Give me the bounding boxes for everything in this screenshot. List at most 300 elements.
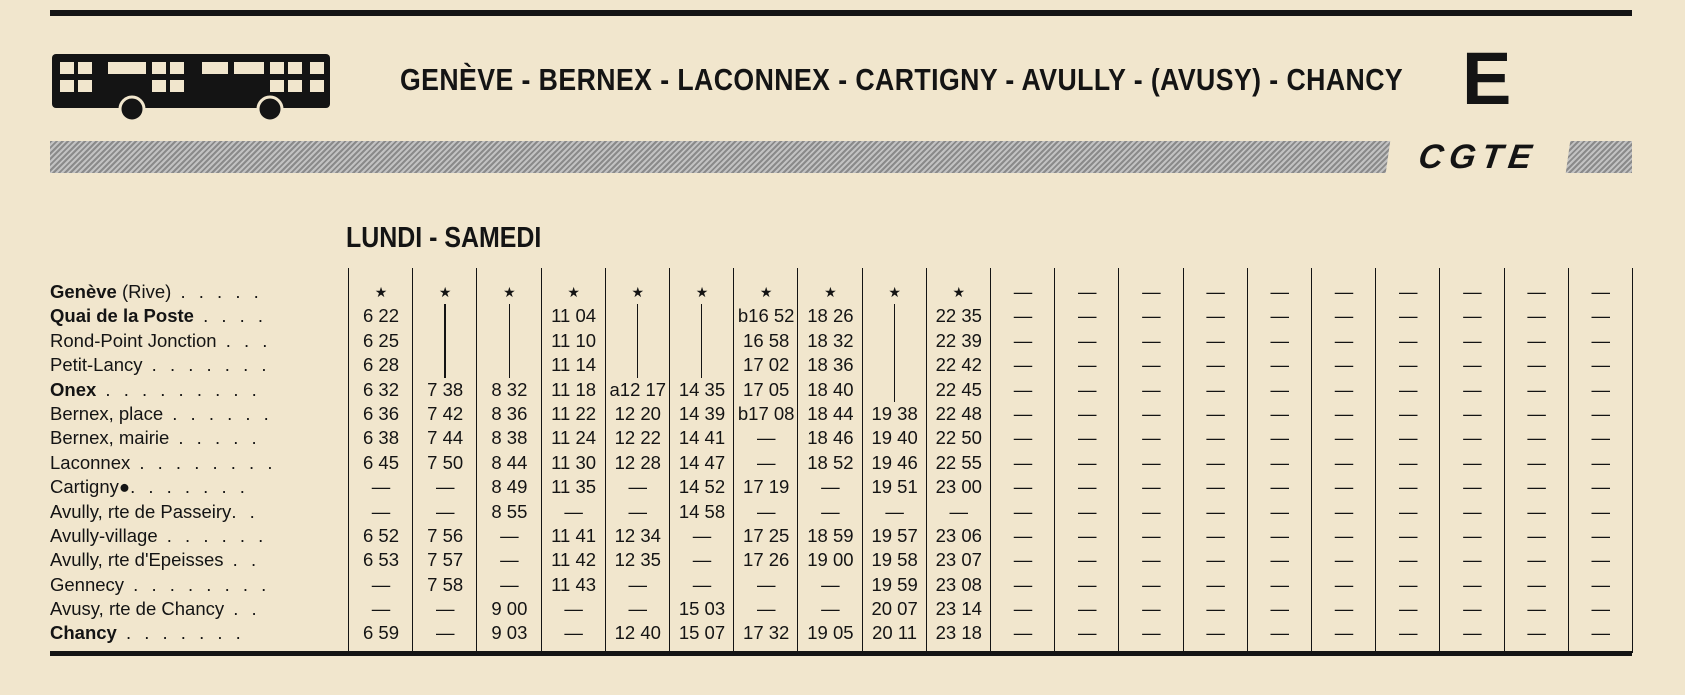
time-cell: —	[1527, 622, 1546, 644]
time-cell: —	[1334, 378, 1354, 400]
time-cell: —	[1398, 598, 1418, 620]
time-cell: —	[1206, 573, 1225, 595]
trip-column	[1375, 268, 1440, 653]
time-cell: —	[821, 598, 840, 620]
stop-row	[50, 402, 350, 426]
time-cell: 14 47	[678, 451, 726, 473]
time-cell: —	[1013, 549, 1033, 571]
time-cell: —	[435, 476, 455, 498]
time-cell: —	[1527, 573, 1546, 595]
time-cell: 12 34	[614, 524, 661, 546]
time-cell: —	[1334, 476, 1354, 498]
time-cell: 19 05	[807, 622, 854, 644]
trip-column	[1439, 268, 1504, 653]
time-cell: —	[1334, 354, 1354, 376]
time-cell: —	[1334, 427, 1354, 449]
time-cell: —	[1270, 622, 1290, 644]
trip-column	[990, 268, 1055, 653]
time-cell: —	[692, 549, 712, 571]
time-cell: —	[500, 573, 519, 595]
leader-dots: . . . . . . .	[142, 354, 271, 376]
time-cell: 23 00	[935, 476, 982, 498]
time-cell: 11 35	[551, 476, 597, 498]
time-cell: 7 56	[427, 524, 464, 546]
stop-row	[50, 280, 350, 304]
leader-dots: . . . . .	[171, 281, 263, 302]
time-cell: —	[1334, 500, 1354, 522]
time-cell: —	[435, 622, 455, 644]
time-cell: 18 59	[807, 524, 854, 546]
stop-name: Quai de la Poste	[50, 305, 194, 327]
time-cell: ★	[631, 284, 645, 300]
time-cell: —	[1398, 354, 1418, 376]
time-cell: —	[1270, 427, 1290, 449]
stop-name: Avully, rte de Passeiry	[50, 500, 232, 522]
time-cell: 7 38	[427, 378, 464, 400]
time-cell: —	[564, 622, 583, 644]
time-cell: —	[1398, 402, 1418, 424]
stop-row	[50, 475, 350, 499]
time-cell: 19 58	[871, 549, 918, 571]
time-cell: —	[371, 598, 391, 620]
stop-name: Avusy, rte de Chancy	[50, 598, 225, 620]
time-cell: 7 44	[427, 427, 464, 449]
time-cell: —	[821, 573, 840, 595]
time-cell: 17 05	[743, 378, 790, 400]
time-cell: —	[1398, 378, 1418, 400]
time-cell: 17 32	[743, 622, 790, 644]
time-cell: —	[1463, 573, 1482, 595]
time-cell: 17 02	[743, 354, 790, 376]
trip-column	[1183, 268, 1248, 653]
time-cell: —	[1077, 451, 1097, 473]
time-cell: —	[1463, 305, 1482, 327]
time-cell: —	[1013, 402, 1033, 424]
time-cell: —	[1398, 427, 1418, 449]
time-cell: 18 26	[807, 305, 854, 327]
time-cell: ★	[759, 284, 773, 300]
time-cell: —	[1334, 573, 1354, 595]
time-cell: —	[1463, 622, 1482, 644]
time-cell: —	[1142, 549, 1161, 571]
time-cell: 6 32	[362, 378, 399, 400]
time-cell: —	[1142, 476, 1161, 498]
leader-dots: . . . . . . . .	[124, 573, 271, 595]
time-cell: —	[1591, 500, 1611, 522]
time-cell: —	[1077, 598, 1097, 620]
time-cell: —	[1398, 451, 1418, 473]
time-cell: 19 40	[871, 427, 918, 449]
time-cell: 11 42	[551, 549, 597, 571]
leader-dots: . . . .	[193, 305, 268, 327]
time-cell: —	[1591, 354, 1611, 376]
time-cell: 20 07	[871, 598, 918, 620]
bus-icon	[52, 46, 332, 122]
time-cell: 22 39	[935, 329, 982, 351]
time-cell: —	[1527, 427, 1546, 449]
time-cell: 18 36	[807, 354, 854, 376]
time-cell: —	[435, 500, 455, 522]
time-cell: —	[1527, 354, 1546, 376]
time-cell: —	[1142, 402, 1161, 424]
time-cell: —	[885, 500, 904, 522]
route-title: GENÈVE - BERNEX - LACONNEX - CARTIGNY - AVULLY - (AVUSY) - CHANCY	[400, 62, 1404, 97]
time-cell: —	[1013, 622, 1033, 644]
time-cell: —	[1142, 500, 1161, 522]
time-cell: 23 14	[935, 598, 982, 620]
stop-suffix: (Rive)	[116, 281, 172, 302]
time-cell: —	[1077, 476, 1097, 498]
time-cell: 22 50	[935, 427, 982, 449]
time-cell: —	[1270, 451, 1290, 473]
line-letter: E	[1462, 37, 1512, 120]
stop-name: Genève	[50, 281, 117, 302]
time-cell: 19 46	[871, 451, 918, 473]
time-cell: —	[1527, 329, 1546, 351]
time-cell: —	[1077, 427, 1097, 449]
time-cell: 6 45	[362, 451, 399, 473]
time-cell: —	[1206, 451, 1225, 473]
leader-dots: . . . . . . . .	[130, 451, 277, 473]
time-cell: 8 44	[491, 451, 528, 473]
time-cell: —	[1077, 573, 1097, 595]
time-cell: ★	[567, 284, 580, 300]
time-cell: 23 18	[935, 622, 982, 644]
time-cell: —	[1398, 329, 1418, 351]
time-cell: —	[1206, 354, 1225, 376]
time-cell: 14 35	[678, 378, 726, 400]
leader-dots: . . . . . . .	[130, 476, 249, 498]
time-cell: —	[1077, 500, 1097, 522]
time-cell: —	[1591, 451, 1611, 473]
time-cell: 19 38	[871, 402, 918, 424]
time-cell: —	[756, 451, 776, 473]
trip-column	[1054, 268, 1119, 653]
time-cell: —	[1206, 427, 1225, 449]
time-cell: 18 52	[807, 451, 854, 473]
time-cell: 11 22	[551, 402, 597, 424]
time-cell: 19 57	[871, 524, 918, 546]
stop-name: Avully-village	[50, 524, 158, 546]
time-cell: —	[500, 549, 519, 571]
time-cell: —	[1077, 354, 1097, 376]
time-cell: ★	[374, 284, 388, 300]
time-cell: 18 46	[807, 427, 854, 449]
pass-through-bar	[894, 304, 895, 402]
time-cell: —	[1270, 305, 1290, 327]
time-cell: —	[371, 500, 391, 522]
trip-column	[733, 268, 798, 653]
trip-column	[541, 268, 606, 653]
time-cell: ★	[438, 284, 452, 300]
time-cell: —	[1463, 451, 1482, 473]
time-cell: —	[435, 598, 455, 620]
time-cell: 20 11	[872, 622, 918, 644]
time-cell: —	[1591, 281, 1611, 302]
time-cell: —	[1334, 281, 1354, 302]
trip-column	[1118, 268, 1183, 653]
time-cell: 22 48	[935, 402, 982, 424]
leader-dots: . . . . . .	[163, 402, 273, 424]
time-cell: —	[1463, 476, 1482, 498]
time-cell: 23 07	[935, 549, 982, 571]
stop-name: Gennecy	[50, 573, 125, 595]
time-cell: —	[1013, 500, 1033, 522]
time-cell: b17 08	[737, 402, 795, 424]
stop-name: Avully, rte d'Epeisses	[50, 549, 224, 571]
trip-column	[1504, 268, 1569, 653]
time-cell: —	[1398, 524, 1418, 546]
trip-column	[797, 268, 862, 653]
time-cell: —	[1591, 378, 1611, 400]
stop-row	[50, 524, 350, 548]
time-cell: —	[1142, 329, 1161, 351]
time-cell: 11 10	[551, 329, 597, 351]
stop-row	[50, 329, 350, 353]
time-cell: 7 58	[427, 573, 464, 595]
time-cell: 17 19	[743, 476, 790, 498]
time-cell: 8 38	[491, 427, 528, 449]
time-cell: —	[1334, 598, 1354, 620]
time-cell: —	[564, 500, 583, 522]
time-cell: —	[692, 524, 712, 546]
time-cell: 14 39	[678, 402, 726, 424]
trip-column	[1247, 268, 1312, 653]
time-cell: —	[1206, 378, 1225, 400]
trip-column	[1568, 268, 1633, 653]
time-cell: 11 41	[551, 524, 597, 546]
time-cell: 19 00	[807, 549, 854, 571]
time-cell: —	[628, 500, 648, 522]
time-cell: —	[1398, 622, 1418, 644]
time-cell: 6 25	[362, 329, 399, 351]
time-cell: —	[1463, 402, 1482, 424]
time-cell: b16 52	[737, 305, 795, 327]
time-cell: 15 03	[678, 598, 726, 620]
time-cell: —	[1142, 354, 1161, 376]
time-cell: —	[1270, 402, 1290, 424]
time-cell: —	[1334, 622, 1354, 644]
stop-row	[50, 378, 350, 402]
time-cell: —	[1013, 427, 1033, 449]
trip-column	[348, 268, 413, 653]
time-cell: —	[1142, 378, 1161, 400]
time-cell: a12 17	[609, 378, 667, 400]
time-cell: —	[1013, 573, 1033, 595]
time-cell: —	[1270, 500, 1290, 522]
trip-column	[1311, 268, 1376, 653]
leader-dots: . . .	[216, 329, 272, 351]
stop-row	[50, 426, 350, 450]
stop-row	[50, 304, 350, 328]
time-cell: —	[1398, 476, 1418, 498]
time-cell: —	[1013, 451, 1033, 473]
time-cell: —	[1013, 378, 1033, 400]
stop-row	[50, 353, 350, 377]
time-cell: —	[1463, 598, 1482, 620]
leader-dots: . . . . . .	[157, 524, 268, 546]
time-cell: —	[1398, 281, 1418, 302]
time-cell: —	[1077, 329, 1097, 351]
time-cell: —	[821, 500, 840, 522]
time-cell: —	[1270, 354, 1290, 376]
time-cell: —	[1142, 427, 1161, 449]
leader-dots: . .	[223, 549, 261, 571]
time-cell: —	[1270, 329, 1290, 351]
time-cell: —	[1463, 549, 1482, 571]
time-cell: —	[1334, 549, 1354, 571]
time-cell: —	[1077, 281, 1097, 302]
time-cell: —	[1270, 378, 1290, 400]
time-cell: —	[1591, 402, 1611, 424]
stop-row	[50, 573, 350, 597]
time-cell: —	[821, 476, 840, 498]
time-cell: —	[1527, 549, 1546, 571]
top-rule	[50, 10, 1632, 16]
time-cell: 8 32	[491, 378, 528, 400]
bottom-rule	[50, 651, 1632, 656]
time-cell: 6 52	[362, 524, 399, 546]
time-cell: 12 28	[614, 451, 661, 473]
time-cell: —	[1142, 281, 1161, 302]
time-cell: 14 41	[678, 427, 726, 449]
time-cell: 11 30	[551, 451, 597, 473]
time-cell: —	[1527, 281, 1546, 302]
time-cell: —	[949, 500, 969, 522]
time-cell: 11 43	[551, 573, 597, 595]
stop-name: Bernex, mairie	[50, 427, 170, 449]
time-cell: 18 32	[807, 329, 854, 351]
time-cell: 22 35	[935, 305, 982, 327]
time-cell: ★	[888, 284, 901, 300]
time-cell: 12 22	[614, 427, 661, 449]
time-cell: —	[1334, 524, 1354, 546]
operator-logo: CGTE	[1385, 134, 1571, 180]
time-cell: —	[1334, 305, 1354, 327]
time-cell: —	[1591, 549, 1611, 571]
time-cell: —	[1013, 329, 1033, 351]
leader-dots: . . . . . . .	[116, 622, 245, 644]
time-cell: 8 49	[491, 476, 528, 498]
time-cell: ★	[695, 284, 709, 300]
time-cell: 22 55	[935, 451, 982, 473]
time-cell: —	[1527, 378, 1546, 400]
time-cell: 6 22	[362, 305, 399, 327]
time-cell: —	[1013, 598, 1033, 620]
grid-end-rule	[1632, 268, 1633, 653]
time-cell: —	[1142, 451, 1161, 473]
pass-through-bar	[637, 304, 638, 377]
time-cell: —	[500, 524, 519, 546]
time-cell: —	[1398, 500, 1418, 522]
time-cell: 12 35	[614, 549, 661, 571]
time-cell: —	[628, 598, 648, 620]
leader-dots: . .	[231, 500, 259, 522]
time-cell: —	[1527, 500, 1546, 522]
time-cell: 14 58	[678, 500, 726, 522]
pass-through-bar	[444, 304, 445, 377]
time-cell: 23 08	[935, 573, 982, 595]
time-cell: —	[1591, 329, 1611, 351]
time-cell: —	[1591, 524, 1611, 546]
time-cell: 6 38	[362, 427, 399, 449]
time-cell: ★	[952, 284, 966, 300]
time-cell: —	[1013, 476, 1033, 498]
stop-row	[50, 500, 350, 524]
time-cell: —	[1206, 622, 1225, 644]
time-cell: 8 36	[491, 402, 528, 424]
time-cell: —	[1463, 281, 1482, 302]
time-cell: —	[1270, 573, 1290, 595]
time-cell: —	[1270, 598, 1290, 620]
time-cell: —	[1206, 549, 1225, 571]
time-cell: ★	[824, 284, 837, 300]
leader-dots: . .	[224, 598, 261, 620]
time-cell: —	[1013, 305, 1033, 327]
time-cell: 18 40	[807, 378, 854, 400]
time-cell: 17 25	[743, 524, 790, 546]
time-cell: ★	[503, 284, 516, 300]
time-cell: 6 36	[362, 402, 399, 424]
time-cell: —	[1142, 573, 1161, 595]
time-cell: —	[1077, 549, 1097, 571]
stop-name: Onex	[50, 378, 97, 400]
time-cell: —	[1527, 598, 1546, 620]
time-cell: —	[564, 598, 583, 620]
time-cell: 7 42	[427, 402, 464, 424]
time-cell: —	[1463, 354, 1482, 376]
trip-column	[926, 268, 991, 653]
time-cell: —	[1527, 305, 1546, 327]
time-cell: —	[628, 476, 648, 498]
time-cell: 12 40	[614, 622, 661, 644]
time-cell: —	[756, 573, 776, 595]
stop-name: Bernex, place	[50, 402, 164, 424]
time-cell: —	[1463, 524, 1482, 546]
time-cell: —	[1527, 476, 1546, 498]
time-cell: —	[1013, 281, 1033, 302]
time-cell: —	[1270, 549, 1290, 571]
stop-name: Laconnex	[50, 451, 131, 473]
stop-name: Chancy	[50, 622, 117, 644]
time-cell: —	[1077, 622, 1097, 644]
time-cell: —	[1398, 549, 1418, 571]
time-cell: —	[1077, 524, 1097, 546]
time-cell: —	[1463, 427, 1482, 449]
time-cell: 6 28	[362, 354, 399, 376]
time-cell: —	[1077, 378, 1097, 400]
time-cell: —	[628, 573, 648, 595]
time-cell: —	[1206, 329, 1225, 351]
time-cell: 18 44	[807, 402, 854, 424]
time-cell: —	[1591, 305, 1611, 327]
days-label: LUNDI - SAMEDI	[346, 222, 542, 254]
time-cell: —	[756, 598, 776, 620]
leader-dots: . . . . .	[169, 427, 261, 449]
pass-through-bar	[509, 304, 510, 377]
time-cell: —	[1013, 524, 1033, 546]
time-cell: —	[1206, 598, 1225, 620]
time-cell: —	[1398, 573, 1418, 595]
time-cell: —	[1591, 598, 1611, 620]
time-cell: —	[1334, 451, 1354, 473]
time-cell: 19 59	[871, 573, 918, 595]
time-cell: —	[1527, 524, 1546, 546]
time-cell: 11 14	[551, 354, 597, 376]
time-cell: —	[1270, 281, 1290, 302]
time-cell: —	[1591, 573, 1611, 595]
stop-row	[50, 451, 350, 475]
